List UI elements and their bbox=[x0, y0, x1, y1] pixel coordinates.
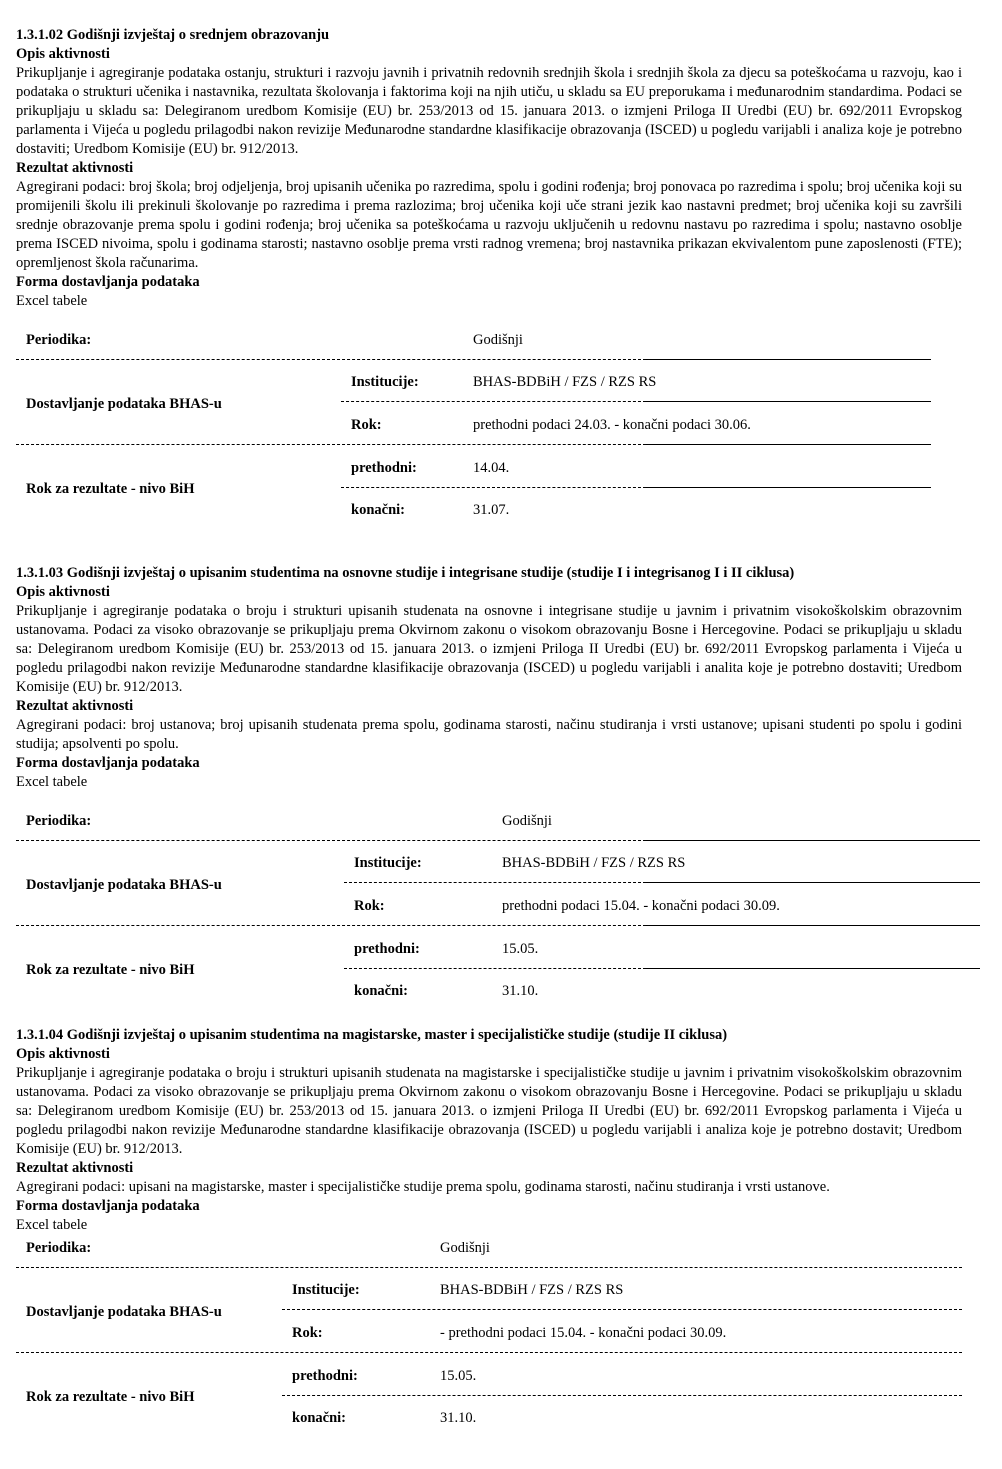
row-divider bbox=[341, 487, 646, 488]
institucije-label: Institucije: bbox=[351, 374, 419, 390]
periodika-value: Godišnji bbox=[473, 332, 523, 348]
forma-text: Excel tabele bbox=[16, 293, 88, 309]
rok-value: prethodni podaci 24.03. - konačni podaci 30.06. bbox=[473, 417, 751, 433]
opis-heading: Opis aktivnosti bbox=[16, 1046, 110, 1062]
periodika-value: Godišnji bbox=[502, 813, 552, 829]
konacni-value: 31.10. bbox=[502, 983, 539, 999]
row-divider bbox=[16, 1352, 962, 1353]
rok-label: Rok: bbox=[292, 1325, 323, 1341]
institucije-label: Institucije: bbox=[292, 1282, 360, 1298]
rezultat-text: Agregirani podaci: broj škola; broj odjeljenja, broj upisanih učenika po razredima, spolu i godini rođenja; broj ponovaca po razredima i spolu; broj učenika koji su promijenili školu ili prekinuli školovanje po razredima i prema razlozima; broj učenika koji uče strani jezik kao nastavni predmet; broj učenika koji su završili srednje obrazovanje prema spolu i godini rođenja; broj učenika sa poteškoćama u razvoju uključenih u redovnu nastavu po razredima i spolu; nastavno osoblje prema ISCED nivoima, spolu i godinama starosti; nastavno osoblje prema vrsti radnog vremena; broj nastavnika prikazan ekvivalentom pune zaposlenosti (FTE); opremljenost škola računarima. bbox=[16, 179, 962, 271]
rok-value: - prethodni podaci 15.04. - konačni podaci 30.09. bbox=[440, 1325, 727, 1341]
rezultat-text: Agregirani podaci: upisani na magistarske, master i specijalističke studije prema spolu, godinama starosti, načinu studiranja i vrsti ustanove. bbox=[16, 1179, 830, 1195]
section-title: 1.3.1.03 Godišnji izvještaj o upisanim studentima na osnovne studije i integrisane studije (studije I i integrisanog I i II ciklusa) bbox=[16, 565, 795, 581]
schedule-table bbox=[16, 1239, 962, 1429]
section-1-3-1-04 bbox=[16, 1026, 962, 1446]
document-page bbox=[16, 26, 962, 1446]
row-divider bbox=[344, 968, 646, 969]
dostavljanje-label: Dostavljanje podataka BHAS-u bbox=[26, 1304, 222, 1320]
section-title: 1.3.1.04 Godišnji izvještaj o upisanim studentima na magistarske, master i specijalističke studije (studije II ciklusa) bbox=[16, 1027, 728, 1043]
row-divider bbox=[16, 444, 646, 445]
periodika-label: Periodika: bbox=[26, 332, 92, 348]
forma-heading: Forma dostavljanja podataka bbox=[16, 1198, 200, 1214]
row-divider bbox=[646, 840, 980, 841]
row-divider bbox=[16, 359, 646, 360]
rok-value: prethodni podaci 15.04. - konačni podaci 30.09. bbox=[502, 898, 780, 914]
schedule-table bbox=[16, 331, 962, 521]
forma-text: Excel tabele bbox=[16, 1217, 88, 1233]
opis-heading: Opis aktivnosti bbox=[16, 584, 110, 600]
opis-heading: Opis aktivnosti bbox=[16, 46, 110, 62]
row-divider bbox=[646, 925, 980, 926]
konacni-value: 31.10. bbox=[440, 1410, 477, 1426]
row-divider bbox=[646, 401, 931, 402]
row-divider bbox=[646, 968, 980, 969]
konacni-value: 31.07. bbox=[473, 502, 510, 518]
schedule-table bbox=[16, 812, 962, 1002]
konacni-label: konačni: bbox=[292, 1410, 346, 1426]
rezultat-heading: Rezultat aktivnosti bbox=[16, 160, 134, 176]
rok-label: Rok: bbox=[354, 898, 385, 914]
row-divider bbox=[646, 487, 931, 488]
forma-heading: Forma dostavljanja podataka bbox=[16, 755, 200, 771]
row-divider bbox=[341, 401, 646, 402]
forma-text: Excel tabele bbox=[16, 774, 88, 790]
forma-heading: Forma dostavljanja podataka bbox=[16, 274, 200, 290]
row-divider bbox=[646, 882, 980, 883]
rezultati-label: Rok za rezultate - nivo BiH bbox=[26, 1389, 195, 1405]
institucije-value: BHAS-BDBiH / FZS / RZS RS bbox=[502, 855, 686, 871]
periodika-label: Periodika: bbox=[26, 813, 92, 829]
periodika-label: Periodika: bbox=[26, 1240, 92, 1256]
rezultat-heading: Rezultat aktivnosti bbox=[16, 1160, 134, 1176]
section-1-3-1-02 bbox=[16, 26, 962, 546]
institucije-value: BHAS-BDBiH / FZS / RZS RS bbox=[440, 1282, 624, 1298]
row-divider bbox=[646, 444, 931, 445]
rezultati-label: Rok za rezultate - nivo BiH bbox=[26, 962, 195, 978]
dostavljanje-label: Dostavljanje podataka BHAS-u bbox=[26, 877, 222, 893]
rezultati-label: Rok za rezultate - nivo BiH bbox=[26, 481, 195, 497]
prethodni-value: 15.05. bbox=[502, 941, 539, 957]
row-divider bbox=[16, 925, 646, 926]
opis-text: Prikupljanje i agregiranje podataka ostanju, strukturi i razvoju javnih i privatnih redovnih srednjih škola i srednjih škola za djecu sa poteškoćama u razvoju, kao i podataka o strukturi učenika i nastavnika, rezultata školovanja i faktorima koji na njih utiču, u skladu sa EU preporukama i međunarodnim standardima. Podaci se prikupljaju u skladu sa: Delegiranom uredbom Komisije (EU) br. 253/2013 od 15. januara 2013. o izmjeni Priloga II Uredbi (EU) br. 692/2011 Evropskog parlamenta i Vijeća u pogledu prilagodbi nakon revizije Međunarodne standardne klasifikacije obrazovanja (ISCED) u pogledu varijabli i analiza koje je potrebno dostaviti; Uredbom Komisije (EU) br. 912/2013. bbox=[16, 65, 962, 157]
opis-text: Prikupljanje i agregiranje podataka o broju i strukturi upisanih studenata na osnovne i integrisane studije u javnim i privatnim visokoškolskim obrazovnim ustanovama. Podaci za visoko obrazovanje se prikupljaju prema Okvirnom zakonu o visokom obrazovanju Bosne i Hercegovine. Podaci se prikupljaju u skladu sa: Delegiranom uredbom Komisije (EU) br. 253/2013 od 15. januara 2013. o izmjeni Priloga II Uredbi (EU) br. 692/2011 Evropskog parlamenta i Vijeća u pogledu prilagodbi nakon revizije Međunarodne standardne klasifikacije obrazovanja (ISCED) u pogledu varijabli i analita koje je potrebno dostaviti; Uredbom Komisije (EU) br. 912/2013. bbox=[16, 603, 962, 695]
institucije-label: Institucije: bbox=[354, 855, 422, 871]
row-divider bbox=[344, 882, 646, 883]
section-1-3-1-03 bbox=[16, 564, 962, 1004]
dostavljanje-label: Dostavljanje podataka BHAS-u bbox=[26, 396, 222, 412]
row-divider bbox=[282, 1309, 962, 1310]
row-divider bbox=[16, 840, 646, 841]
rok-label: Rok: bbox=[351, 417, 382, 433]
opis-text: Prikupljanje i agregiranje podataka o broju i strukturi upisanih studenata na magistarske i specijalističke studije u javnim i privatnim visokoškolskim obrazovnim ustanovama. Podaci za visoko obrazovanje se prikupljaju prema Okvirnom zakonu o visokom obrazovanju Bosne i Hercegovine. Podaci se prikupljaju u skladu sa: Delegiranom uredbom Komisije (EU) br. 253/2013 od 15. januara 2013. o izmjeni Priloga II Uredbi (EU) br. 692/2011 Evropskog parlamenta i Vijeća u pogledu prilagodbi nakon revizije Međunarodne standardne klasifikacije obrazovanja (ISCED) u pogledu varijabli i analiza koje je potrebno dostavit; Uredbom Komisije (EU) br. 912/2013. bbox=[16, 1065, 962, 1157]
prethodni-value: 15.05. bbox=[440, 1368, 477, 1384]
row-divider bbox=[282, 1395, 962, 1396]
prethodni-label: prethodni: bbox=[292, 1368, 358, 1384]
konacni-label: konačni: bbox=[354, 983, 408, 999]
prethodni-label: prethodni: bbox=[354, 941, 420, 957]
row-divider bbox=[646, 359, 931, 360]
institucije-value: BHAS-BDBiH / FZS / RZS RS bbox=[473, 374, 657, 390]
row-divider bbox=[16, 1267, 962, 1268]
prethodni-label: prethodni: bbox=[351, 460, 417, 476]
periodika-value: Godišnji bbox=[440, 1240, 490, 1256]
section-title: 1.3.1.02 Godišnji izvještaj o srednjem obrazovanju bbox=[16, 27, 330, 43]
konacni-label: konačni: bbox=[351, 502, 405, 518]
rezultat-heading: Rezultat aktivnosti bbox=[16, 698, 134, 714]
rezultat-text: Agregirani podaci: broj ustanova; broj upisanih studenata prema spolu, godinama starosti, načinu studiranja i vrsti ustanove; upisani studenti po spolu i godini studija; apsolventi po spolu. bbox=[16, 717, 962, 752]
prethodni-value: 14.04. bbox=[473, 460, 510, 476]
